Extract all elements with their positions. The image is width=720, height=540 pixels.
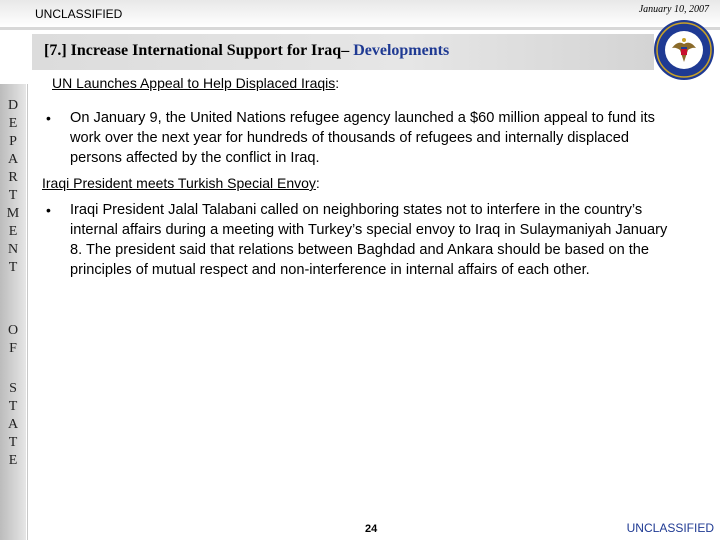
date: January 10, 2007 xyxy=(638,4,709,15)
heading-text: Iraqi President meets Turkish Special Envoy xyxy=(42,175,316,191)
bullet-marker: • xyxy=(46,202,51,218)
side-letter: P xyxy=(9,134,17,149)
side-divider xyxy=(27,84,28,540)
side-label-of xyxy=(0,322,26,358)
heading-colon: : xyxy=(315,175,320,191)
page-number: 24 xyxy=(365,523,378,535)
side-letter: T xyxy=(8,188,18,203)
title-number: [7.] xyxy=(44,42,67,59)
slide-title xyxy=(44,42,449,60)
title-main: Increase International Support for Iraq xyxy=(70,42,342,59)
side-letter: D xyxy=(7,98,19,113)
top-divider xyxy=(0,27,720,30)
heading-text: UN Launches Appeal to Help Displaced Iraqis xyxy=(52,75,336,91)
side-letter: T xyxy=(8,435,18,450)
side-letter: R xyxy=(8,170,18,185)
section-heading xyxy=(42,175,320,191)
side-letter: F xyxy=(9,341,17,356)
seal-icon xyxy=(652,18,716,82)
side-letter: M xyxy=(6,206,20,221)
classification-bottom: UNCLASSIFIED xyxy=(626,521,714,535)
side-label-state xyxy=(0,380,26,470)
bullet-marker: • xyxy=(46,110,51,126)
side-letter: O xyxy=(7,323,19,338)
bullet-text: On January 9, the United Nations refugee agency launched a $60 million appeal to fund its work over the next year for hundreds of thousands of refugees and internally displaced persons affected by the conflict in Iraq. xyxy=(70,110,655,166)
side-letter: T xyxy=(8,399,18,414)
side-letter: S xyxy=(9,381,17,396)
side-letter: E xyxy=(8,116,18,131)
side-letter: T xyxy=(8,260,18,275)
heading-colon: : xyxy=(335,75,340,91)
side-letter: E xyxy=(8,453,18,468)
title-accent: Developments xyxy=(353,42,450,59)
side-letter: A xyxy=(7,152,19,167)
side-letter: N xyxy=(7,242,19,257)
side-label-department xyxy=(0,97,26,277)
side-letter: E xyxy=(8,224,18,239)
section-heading xyxy=(52,75,339,91)
bullet-text: Iraqi President Jalal Talabani called on neighboring states not to interfere in the country’s internal affairs during a meeting with Turkey’s special envoy to Iraq in Sulaymaniyah January 8. The president said that relations between Baghdad and Ankara should be based on the principles of mutual respect and non-interference in internal affairs of each other. xyxy=(70,202,668,278)
side-letter: A xyxy=(7,417,19,432)
classification-top: UNCLASSIFIED xyxy=(35,7,123,21)
title-separator: – xyxy=(341,42,350,59)
